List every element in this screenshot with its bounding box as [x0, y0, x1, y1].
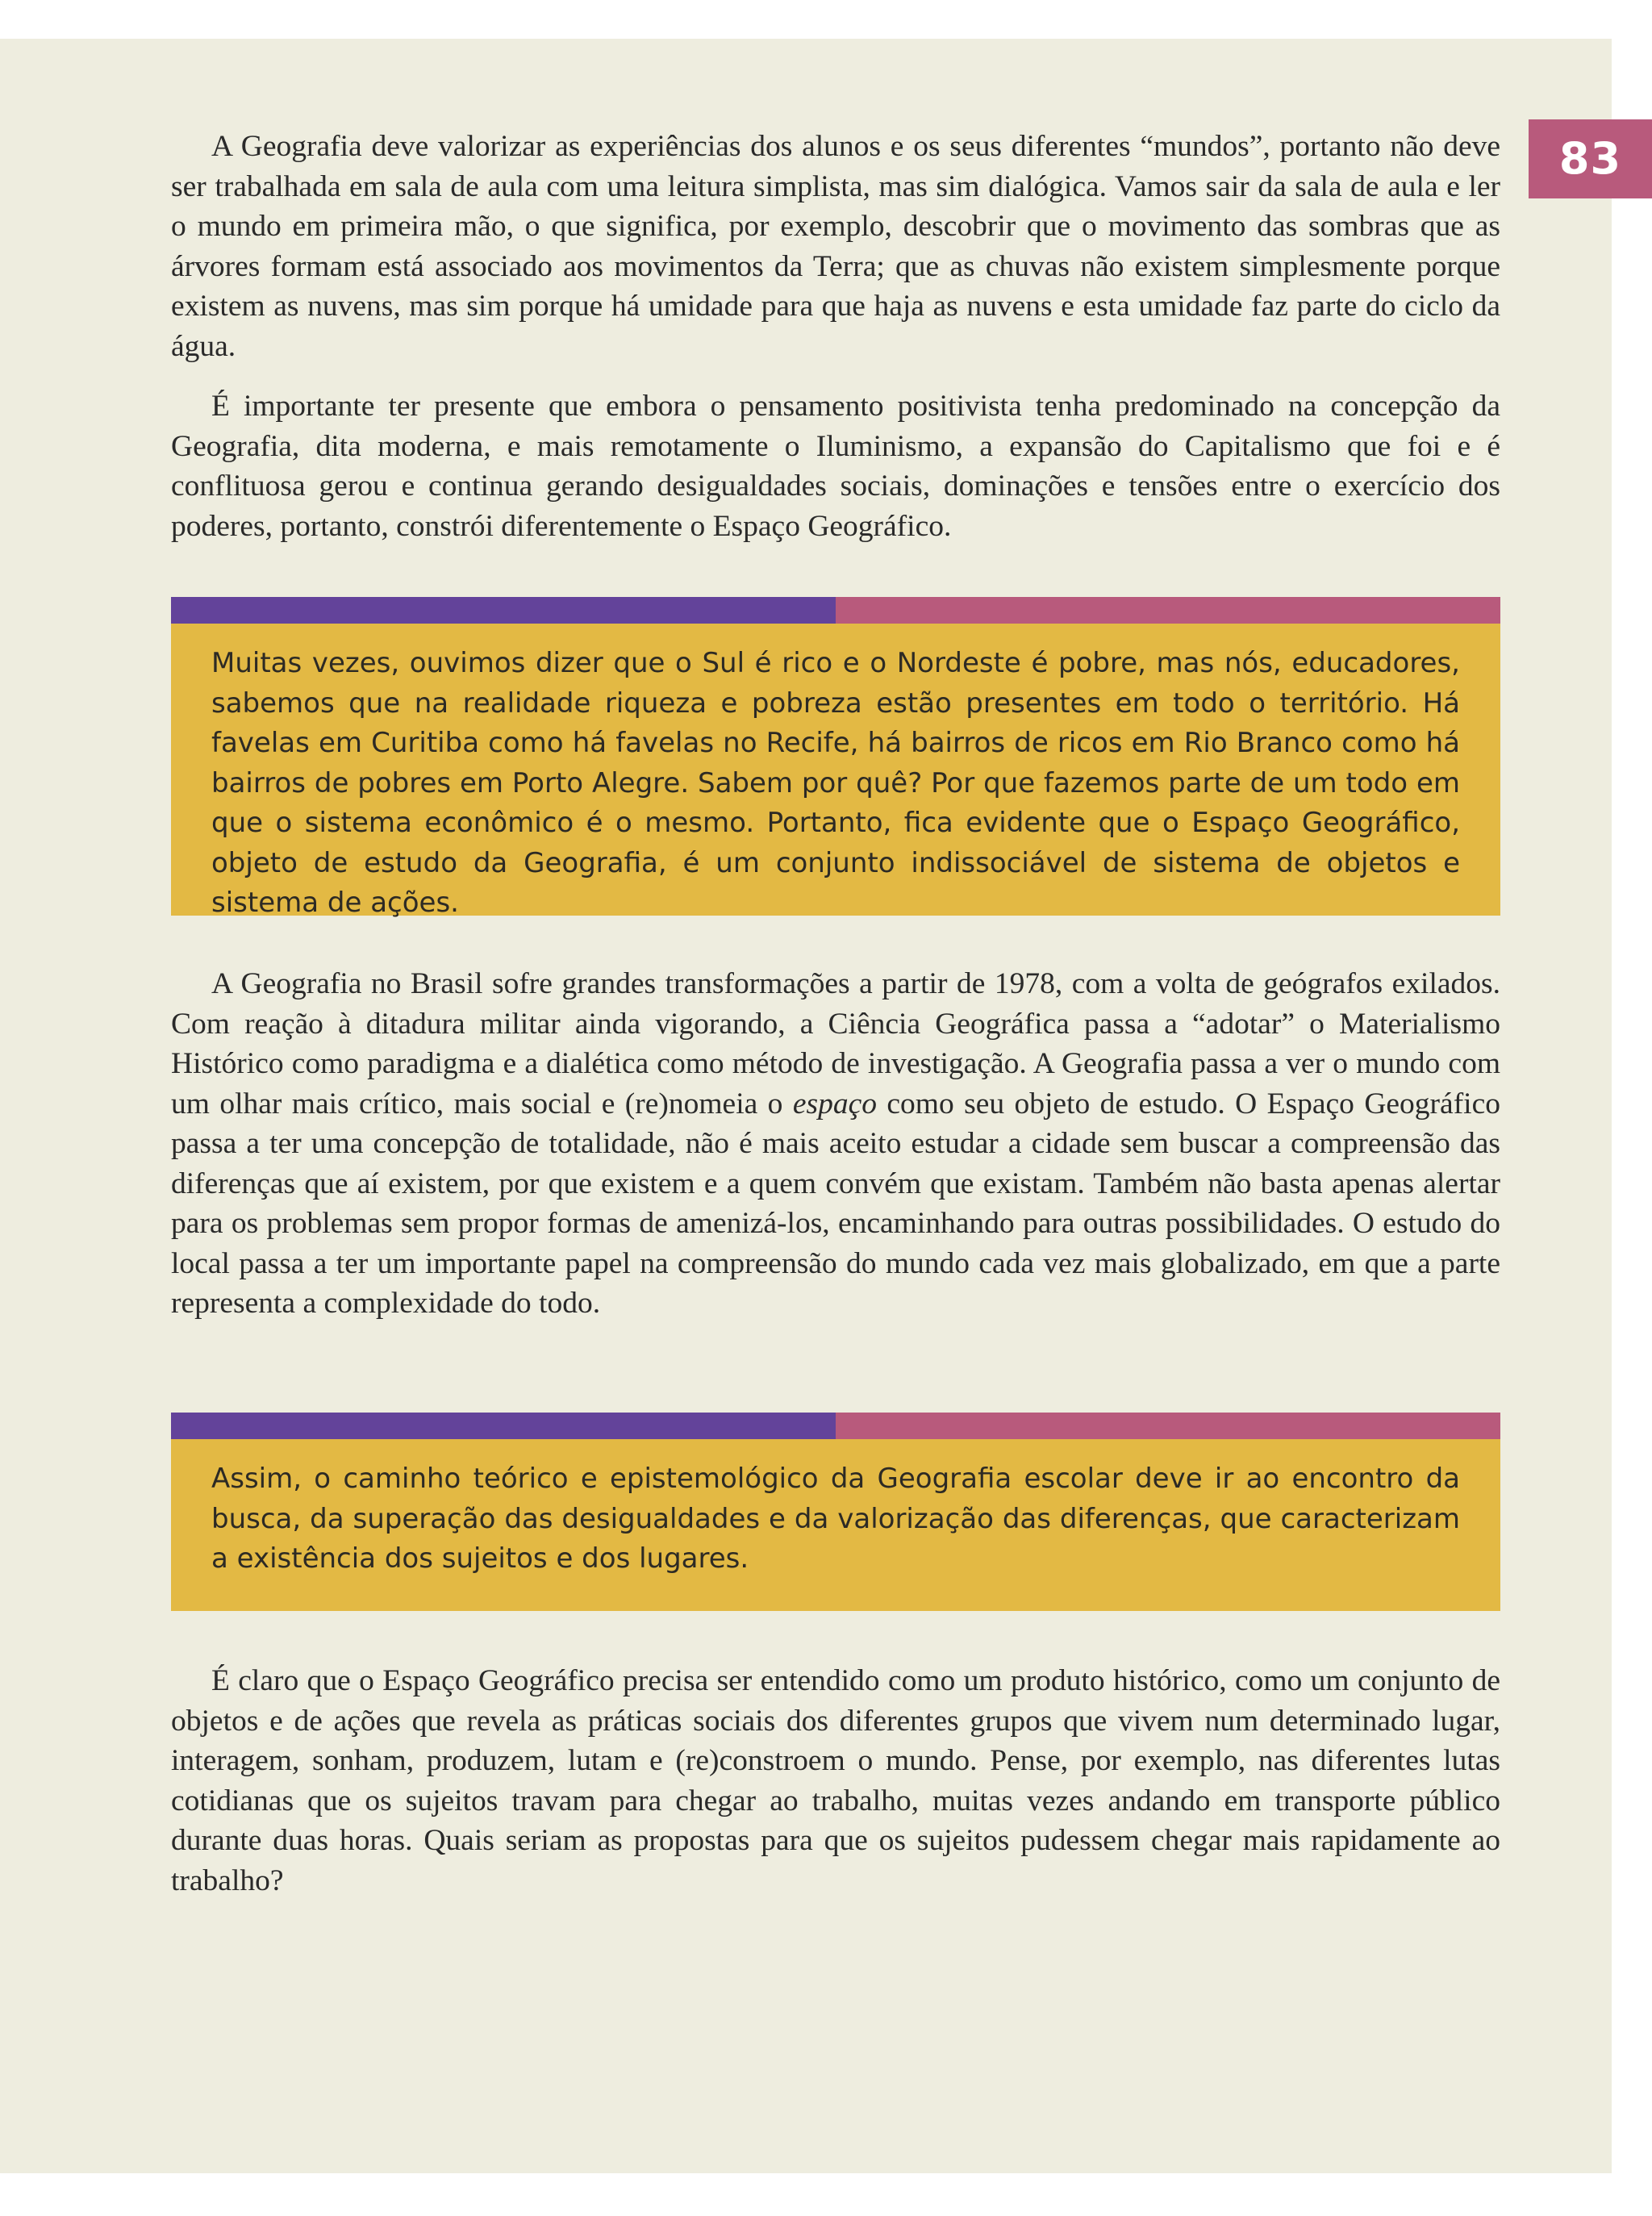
page-number: 83: [1529, 119, 1652, 198]
callout-text: Assim, o caminho teórico e epistemológico da Geografia escolar deve ir ao encontro da busca, da superação das desigualdades e da valorização das diferenças, que caracterizam a existência dos sujeitos e dos lugares.: [211, 1463, 1460, 1575]
callout-bar-purple: [171, 1413, 836, 1439]
paragraph-positivism: É importante ter presente que embora o pensamento positivista tenha predominado na concepção da Geografia, dita moderna, e mais remotamente o Iluminismo, a expansão do Capitalismo que foi e é conflituosa gerou e continua gerando desigualdades sociais, dominações e tensões entre o exercício dos poderes, portanto, constrói diferentemente o Espaço Geográfico.: [171, 390, 1500, 543]
italic-term: espaço: [792, 1087, 877, 1121]
callout-header-bar: [171, 1413, 1500, 1439]
paragraph-text-segment: A Geografia no Brasil sofre grandes transformações a partir de 1978, com a volta de geógrafos exilados. Com reação à ditadura militar ainda vigorando, a Ciência Geográfica passa a “adotar” o Materialismo Histórico como paradigma e a dialética como método de investigação. A Geografia passa a ver o mundo com um olhar mais crítico, mais social e (re)nomeia o: [171, 967, 1500, 1121]
callout-text: Muitas vezes, ouvimos dizer que o Sul é rico e o Nordeste é pobre, mas nós, educadores, sabemos que na realidade riqueza e pobreza estão presentes em todo o território. Há favelas em Curitiba como há favelas no Recife, há bairros de ricos em Rio Branco como há bairros de pobres em Porto Alegre. Sabem por quê? Por que fazemos parte de um todo em que o sistema econômico é o mesmo. Portanto, fica evidente que o Espaço Geográfico, objeto de estudo da Geografia, é um conjunto indissociável de sistema de objetos e sistema de ações.: [211, 647, 1460, 919]
callout-box-territory: [171, 597, 1500, 919]
callout-bar-pink: [836, 597, 1500, 624]
callout-box-epistemology: [171, 1413, 1500, 1611]
paragraph-intro: A Geografia deve valorizar as experiências dos alunos e os seus diferentes “mundos”, portanto não deve ser trabalhada em sala de aula com uma leitura simplista, mas sim dialógica. Vamos sair da sala de aula e ler o mundo em primeira mão, o que significa, por exemplo, descobrir que o movimento das sombras que as árvores formam está associado aos movimentos da Terra; que as chuvas não existem simplesmente porque existem as nuvens, mas sim porque há umidade para que haja as nuvens e esta umidade faz parte do ciclo da água.: [171, 130, 1500, 363]
callout-header-bar: [171, 597, 1500, 624]
callout-bar-purple: [171, 597, 836, 624]
callout-bar-pink: [836, 1413, 1500, 1439]
paragraph-text-segment: como seu objeto de estudo. O Espaço Geográfico passa a ter uma concepção de totalidade, não é mais aceito estudar a cidade sem buscar a compreensão das diferenças que aí existem, por que existem e a quem convém que existam. Também não basta apenas alertar para os problemas sem propor formas de amenizá-los, encaminhando para outras possibilidades. O estudo do local passa a ter um importante papel na compreensão do mundo cada vez mais globalizado, em que a parte representa a complexidade do todo.: [171, 1087, 1500, 1320]
paragraph-historical-product: É claro que o Espaço Geográfico precisa ser entendido como um produto histórico, como um conjunto de objetos e de ações que revela as práticas sociais dos diferentes grupos que vivem num determinado lugar, interagem, sonham, produzem, lutam e (re)constroem o mundo. Pense, por exemplo, nas diferentes lutas cotidianas que os sujeitos travam para chegar ao trabalho, muitas vezes andando em transporte público durante duas horas. Quais seriam as propostas para que os sujeitos pudessem chegar mais rapidamente ao trabalho?: [171, 1664, 1500, 1897]
paragraph-brazil-geography: [171, 964, 1500, 1324]
